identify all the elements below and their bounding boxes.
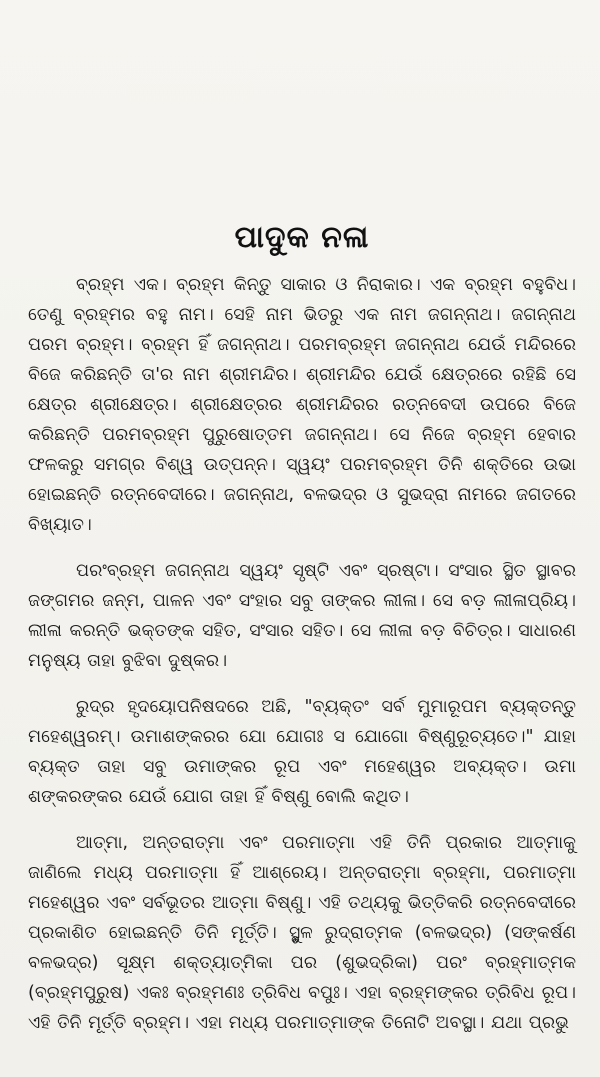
- paragraph: ବ୍ରହ୍ମ ଏକ। ବ୍ରହ୍ମ କିନ୍ତୁ ସାକାର ଓ ନିରାକାର। ଏକ ବ୍ରହ୍ମ ବହୁବିଧ। ତେଣୁ ବ୍ରହ୍ମର ବହୁ ନାମ। ସେହି ନାମ ଭିତରୁ ଏକ ନାମ ଜଗନ୍ନାଥ। ଜଗନ୍ନାଥ ପରମ ବ୍ରହ୍ମ। ବ୍ରହ୍ମ ହିଁ ଜଗନ୍ନାଥ। ପରମବ୍ରହ୍ମ ଜଗନ୍ନାଥ ଯେଉଁ ମନ୍ଦିରରେ ବିଜେ କରିଛନ୍ତି ତା'ର ନାମ ଶ୍ରୀମନ୍ଦିର। ଶ୍ରୀମନ୍ଦିର ଯେଉଁ କ୍ଷେତ୍ରରେ ରହିଛି ସେ କ୍ଷେତ୍ର ଶ୍ରୀକ୍ଷେତ୍ର। ଶ୍ରୀକ୍ଷେତ୍ରର ଶ୍ରୀମନ୍ଦିରର ରତ୍ନବେଦୀ ଉପରେ ବିଜେ କରିଛନ୍ତି ପରମବ୍ରହ୍ମ ପୁରୁଷୋତ୍ତମ ଜଗନ୍ନାଥ। ସେ ନିଜେ ବ୍ରହ୍ମ ହେବାର ଫଳକରୁ ସମଗ୍ର ବିଶ୍ୱ ଉତ୍ପନ୍ନ। ସ୍ୱୟଂ ପରମବ୍ରହ୍ମ ତିନି ଶକ୍ତିରେ ଉଭା ହୋଇଛନ୍ତି ରତ୍ନବେଦୀରେ। ଜଗନ୍ନାଥ, ବଳଭଦ୍ର ଓ ସୁଭଦ୍ରା ନାମରେ ଜଗତରେ ବିଖ୍ୟାତ।: [28, 275, 576, 535]
- paragraph: ଆତ୍ମା, ଅନ୍ତରାତ୍ମା ଏବଂ ପରମାତ୍ମା ଏହି ତିନି ପ୍ରକାର ଆତ୍ମାକୁ ଜାଣିଲେ ମଧ୍ୟ ପରମାତ୍ମା ହିଁ ଆଶ୍ରେୟ। ଅନ୍ତରାତ୍ମା ବ୍ରହ୍ମା, ପରମାତ୍ମା ମହେଶ୍ୱର ଏବଂ ସର୍ବଭୂତର ଆତ୍ମା ବିଷ୍ଣୁ। ଏହି ତଥ୍ୟକୁ ଭିତ୍ତିକରି ରତ୍ନବେଦୀରେ ପ୍ରକାଶିତ ହୋଇଛନ୍ତି ତିନି ମୂର୍ତ୍ତି। ସ୍ଥୁଳ ରୁଦ୍ରାତ୍ମକ (ବଳଭଦ୍ର) (ସଙ୍କର୍ଷଣ ବଳଭଦ୍ର) ସୂକ୍ଷ୍ମ ଶକ୍ତ୍ୟାତ୍ମିକା ପର (ଶୁଭଦ୍ରିକା) ପରଂ ବ୍ରହ୍ମାତ୍ମକ (ବ୍ରହ୍ମପୁରୁଷ) ଏକଃ ବ୍ରହ୍ମଣଃ ତ୍ରିବିଧ ବପୁଃ। ଏହା ବ୍ରହ୍ମଙ୍କର ତ୍ରିବିଧ ରୂପ। ଏହି ତିନି ମୂର୍ତ୍ତି ବ୍ରହ୍ମ। ଏହା ମଧ୍ୟ ପରମାତ୍ମାଙ୍କ ତିନୋଟି ଅବସ୍ଥା। ଯଥା ପ୍ରଭୁ: [28, 833, 576, 1033]
- paragraph: ରୁଦ୍ର ହୃଦୟୋପନିଷଦରେ ଅଛି, "ବ୍ୟକ୍ତଂ ସର୍ବ ମୁମାରୂପମ ବ୍ୟକ୍ତନ୍ତୁ ମହେଶ୍ୱରମ୍। ଉମାଶଙ୍କରର ଯୋ ଯୋଗଃ ସ ଯୋଗୋ ବିଷ୍ଣୁରୂଚ୍ୟତେ।" ଯାହା ବ୍ୟକ୍ତ ତାହା ସବୁ ଉମାଙ୍କର ରୂପ ଏବଂ ମହେଶ୍ୱର ଅବ୍ୟକ୍ତ। ଉମା ଶଙ୍କରଙ୍କର ଯେଉଁ ଯୋଗ ତାହା ହିଁ ବିଷ୍ଣୁ ବୋଲି କଥିତ।: [28, 697, 576, 807]
- page-body: [28, 270, 576, 1038]
- page-title: ପାଦୁକ ନଳା: [234, 220, 370, 255]
- paragraph: ପରଂବ୍ରହ୍ମ ଜଗନ୍ନାଥ ସ୍ୱୟଂ ସୃଷ୍ଟି ଏବଂ ସ୍ରଷ୍ଟା। ସଂସାର ସ୍ଥିତ ସ୍ଥାବର ଜଙ୍ଗମର ଜନ୍ମ, ପାଳନ ଏବଂ ସଂହାର ସବୁ ତାଙ୍କର ଲୀଳା। ସେ ବଡ଼ ଲୀଳାପ୍ରିୟ। ଲୀଳା କରନ୍ତି ଭକ୍ତଙ୍କ ସହିତ, ସଂସାର ସହିତ। ସେ ଲୀଳା ବଡ଼ ବିଚିତ୍ର। ସାଧାରଣ ମନୁଷ୍ୟ ତାହା ବୁଝିବା ଦୁଷ୍କର।: [28, 561, 576, 671]
